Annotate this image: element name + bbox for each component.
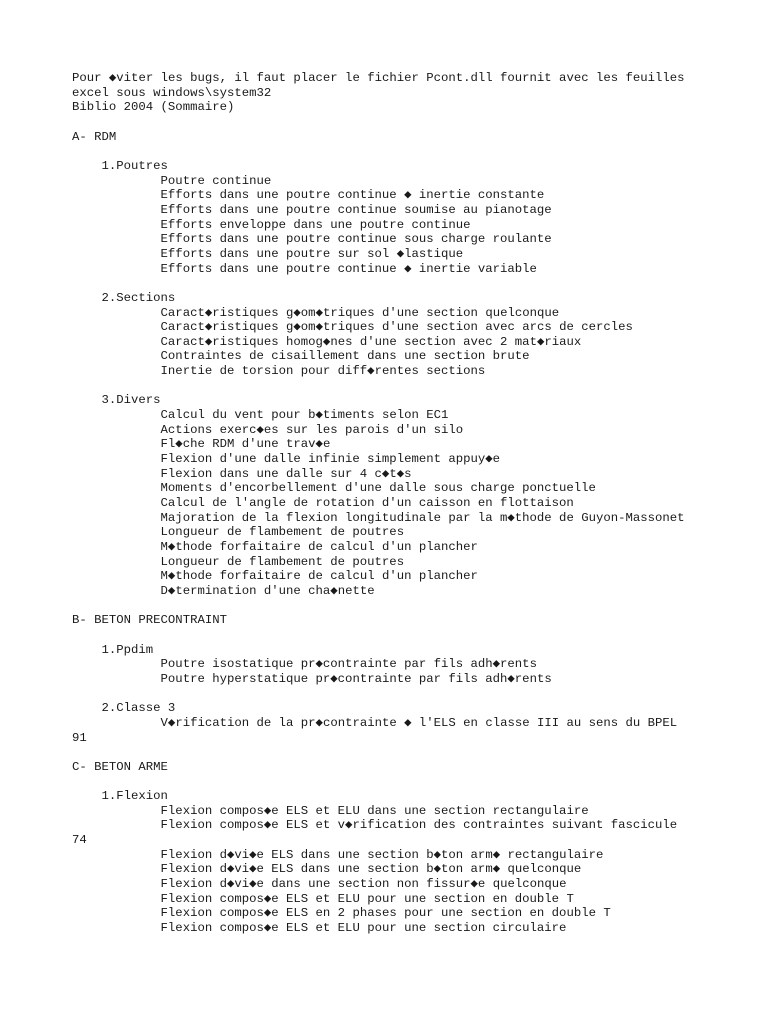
text-line: Caract◆ristiques g◆om◆triques d'une section avec arcs de cercles [72, 320, 633, 335]
text-line: Efforts dans une poutre continue sous charge roulante [72, 232, 552, 247]
text-line: Moments d'encorbellement d'une dalle sous charge ponctuelle [72, 481, 596, 496]
text-line: Flexion compos◆e ELS et ELU pour une section circulaire [72, 921, 567, 936]
text-line: 1.Ppdim [72, 642, 154, 657]
text-line: Poutre hyperstatique pr◆contrainte par fils adh◆rents [72, 671, 552, 686]
blank-line [72, 687, 762, 702]
text-line: Actions exerc◆es sur les parois d'un silo [72, 422, 464, 437]
text-line: 3.Divers [72, 393, 161, 408]
text-line: Efforts dans une poutre continue ◆ inertie variable [72, 261, 537, 276]
document-text [72, 71, 762, 936]
text-line: D◆termination d'une cha◆nette [72, 583, 375, 598]
text-line: 91 [72, 730, 87, 745]
blank-line [72, 379, 762, 394]
text-line: Poutre continue [72, 173, 272, 188]
text-line: Flexion compos◆e ELS et ELU dans une section rectangulaire [72, 803, 589, 818]
text-line: Longueur de flambement de poutres [72, 554, 405, 569]
text-line: Flexion d◆vi◆e ELS dans une section b◆ton arm◆ rectangulaire [72, 847, 604, 862]
blank-line [72, 745, 762, 760]
text-line: Majoration de la flexion longitudinale par la m◆thode de Guyon-Massonet [72, 510, 685, 525]
text-line: Flexion compos◆e ELS et ELU pour une section en double T [72, 891, 574, 906]
text-line: Efforts dans une poutre continue soumise au pianotage [72, 202, 552, 217]
blank-line [72, 144, 762, 159]
blank-line [72, 276, 762, 291]
text-line: 1.Poutres [72, 158, 168, 173]
blank-line [72, 775, 762, 790]
text-line: M◆thode forfaitaire de calcul d'un plancher [72, 540, 478, 554]
text-line: A- RDM [72, 129, 117, 144]
text-line: B- BETON PRECONTRAINT [72, 613, 227, 628]
text-line: Caract◆ristiques g◆om◆triques d'une section quelconque [72, 305, 560, 320]
text-line: Fl◆che RDM d'une trav◆e [72, 437, 331, 452]
text-line: Longueur de flambement de poutres [72, 525, 405, 540]
text-line: Flexion dans une dalle sur 4 c◆t◆s [72, 466, 412, 481]
blank-line [72, 115, 762, 130]
text-line: Calcul du vent pour b◆timents selon EC1 [72, 408, 449, 423]
text-line: Flexion d◆vi◆e dans une section non fissur◆e quelconque [72, 877, 567, 892]
text-line: 2.Classe 3 [72, 701, 176, 716]
text-line: Calcul de l'angle de rotation d'un caisson en flottaison [72, 496, 574, 511]
text-line: 2.Sections [72, 290, 176, 305]
text-line: Pour ◆viter les bugs, il faut placer le fichier Pcont.dll fournit avec les feuilles [72, 71, 685, 85]
blank-line [72, 628, 762, 643]
text-line: Contraintes de cisaillement dans une section brute [72, 349, 530, 364]
text-line: Efforts dans une poutre continue ◆ inertie constante [72, 188, 545, 203]
text-line: Caract◆ristiques homog◆nes d'une section avec 2 mat◆riaux [72, 334, 582, 349]
text-line: 1.Flexion [72, 789, 168, 804]
text-line: Flexion compos◆e ELS et v◆rification des contraintes suivant fascicule [72, 818, 678, 833]
blank-line [72, 599, 762, 614]
text-line: Efforts enveloppe dans une poutre continue [72, 217, 471, 232]
text-line: Flexion d'une dalle infinie simplement appuy◆e [72, 452, 501, 467]
text-line: C- BETON ARME [72, 759, 168, 774]
text-line: 74 [72, 833, 87, 848]
text-line: M◆thode forfaitaire de calcul d'un plancher [72, 569, 478, 584]
text-line: Efforts dans une poutre sur sol ◆lastique [72, 246, 464, 261]
text-line: excel sous windows\system32 [72, 85, 272, 100]
text-line: Flexion d◆vi◆e ELS dans une section b◆ton arm◆ quelconque [72, 862, 582, 877]
text-line: Flexion compos◆e ELS en 2 phases pour une section en double T [72, 906, 611, 921]
text-line: Inertie de torsion pour diff◆rentes sections [72, 364, 486, 379]
text-line: Poutre isostatique pr◆contrainte par fils adh◆rents [72, 657, 537, 672]
text-line: Biblio 2004 (Sommaire) [72, 100, 235, 115]
text-line: V◆rification de la pr◆contrainte ◆ l'ELS en classe III au sens du BPEL [72, 715, 678, 730]
